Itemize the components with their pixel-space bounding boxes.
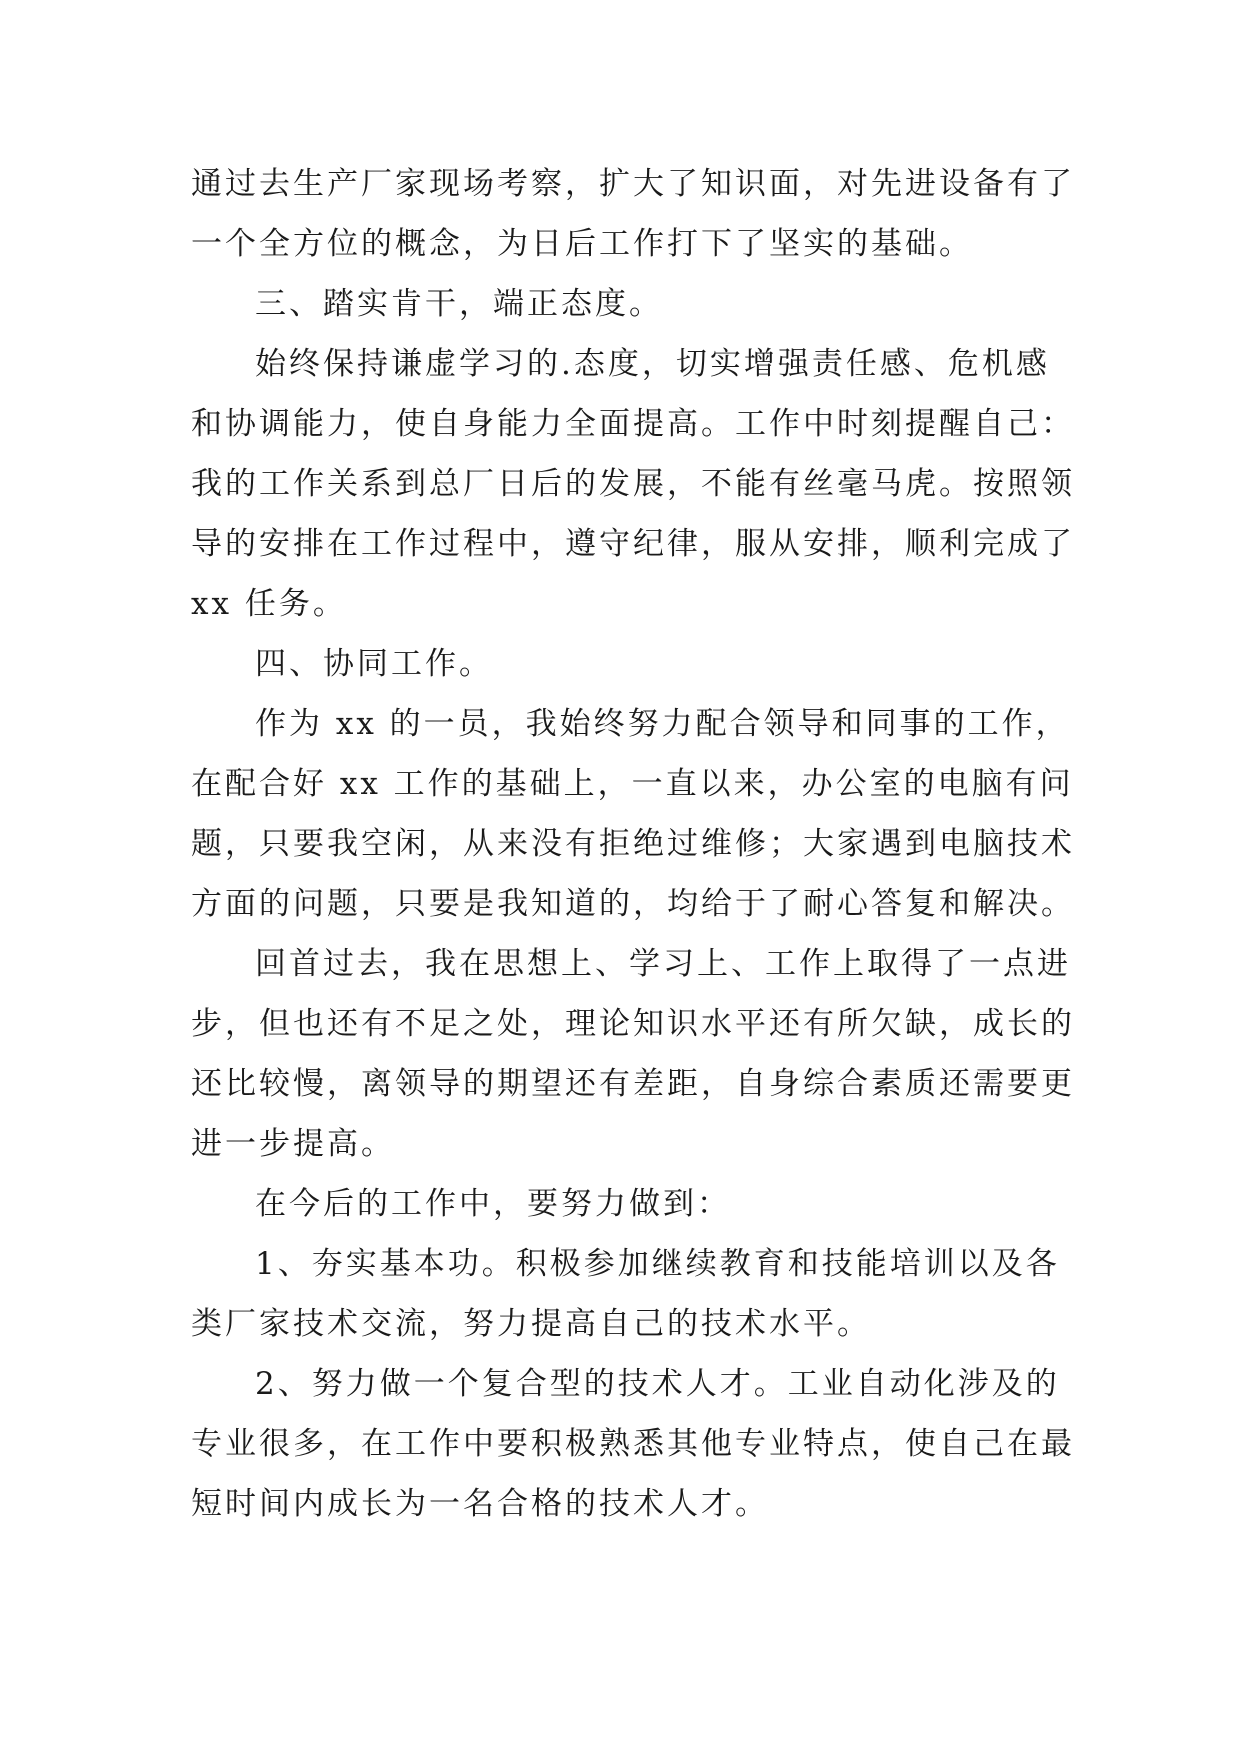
text-line: 在配合好 xx 工作的基础上，一直以来，办公室的电脑有问 — [191, 766, 1074, 802]
text-line: 和协调能力，使自身能力全面提高。工作中时刻提醒自己： — [191, 406, 1075, 442]
list-item-2 — [191, 1354, 1075, 1534]
paragraph-review — [191, 934, 1075, 1174]
text-line: 1、夯实基本功。积极参加继续教育和技能培训以及各 — [255, 1246, 1060, 1282]
section-heading-three — [191, 274, 1061, 334]
text-line: 始终保持谦虚学习的.态度，切实增强责任感、危机感 — [255, 346, 1050, 382]
text-line: 通过去生产厂家现场考察，扩大了知识面，对先进设备有了 — [191, 166, 1075, 202]
paragraph-teamwork — [191, 694, 1075, 934]
list-item-1 — [191, 1234, 1061, 1354]
text-line: 专业很多，在工作中要积极熟悉其他专业特点，使自己在最 — [191, 1426, 1075, 1462]
text-line: 一个全方位的概念，为日后工作打下了坚实的基础。 — [191, 226, 973, 262]
text-line: 短时间内成长为一名合格的技术人才。 — [191, 1486, 769, 1522]
text-line: 在今后的工作中，要努力做到： — [255, 1186, 731, 1222]
text-line: 进一步提高。 — [191, 1126, 395, 1162]
text-line: 类厂家技术交流，努力提高自己的技术水平。 — [191, 1306, 871, 1342]
body-text — [191, 154, 1075, 1534]
text-line: 步，但也还有不足之处，理论知识水平还有所欠缺，成长的 — [191, 1006, 1075, 1042]
text-line: 2、努力做一个复合型的技术人才。工业自动化涉及的 — [255, 1366, 1060, 1402]
text-line: 还比较慢，离领导的期望还有差距，自身综合素质还需要更 — [191, 1066, 1075, 1102]
paragraph-future-intro — [191, 1174, 1061, 1234]
heading-text: 三、踏实肯干，端正态度。 — [255, 286, 663, 322]
text-line: 我的工作关系到总厂日后的发展，不能有丝毫马虎。按照领 — [191, 466, 1075, 502]
text-line: 导的安排在工作过程中，遵守纪律，服从安排，顺利完成了 — [191, 526, 1075, 562]
section-heading-four — [191, 634, 1061, 694]
text-line: 题，只要我空闲，从来没有拒绝过维修；大家遇到电脑技术 — [191, 826, 1075, 862]
paragraph-attitude — [191, 334, 1075, 634]
text-line: 方面的问题，只要是我知道的，均给于了耐心答复和解决。 — [191, 886, 1075, 922]
paragraph-visit-continued — [191, 154, 1075, 274]
text-line: 作为 xx 的一员，我始终努力配合领导和同事的工作， — [255, 706, 1070, 742]
heading-text: 四、协同工作。 — [255, 646, 493, 682]
text-line: xx 任务。 — [191, 586, 347, 622]
text-line: 回首过去，我在思想上、学习上、工作上取得了一点进 — [255, 946, 1071, 982]
